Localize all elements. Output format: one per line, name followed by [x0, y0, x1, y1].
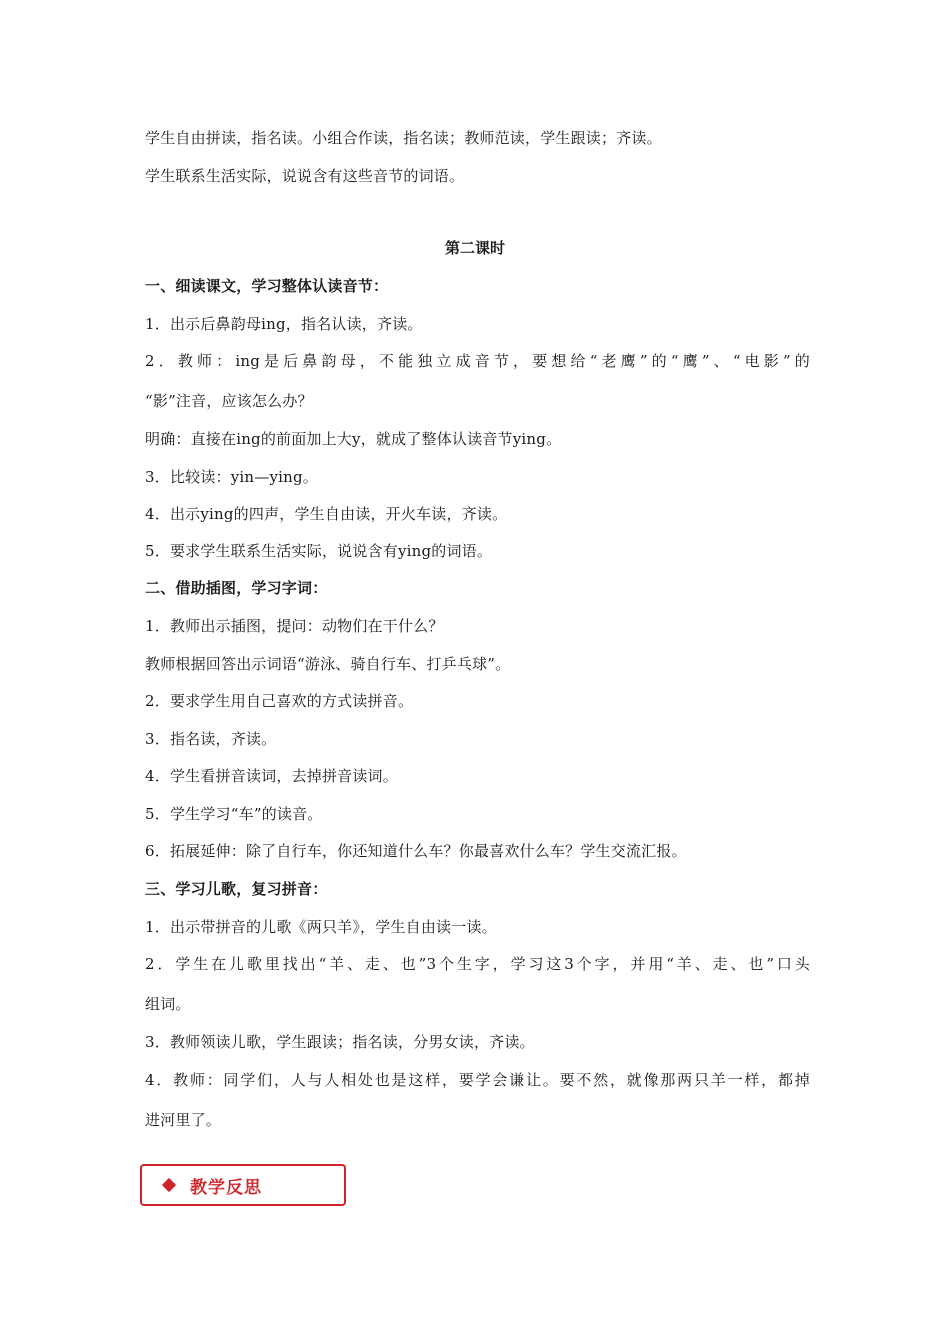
list-item: 4．出示ying的四声，学生自由读，开火车读，齐读。	[145, 505, 508, 523]
paragraph-line: 学生自由拼读，指名读。小组合作读，指名读；教师范读，学生跟读；齐读。	[145, 129, 662, 147]
paragraph-line: 明确：直接在ing的前面加上大y，就成了整体认读音节ying。	[145, 430, 562, 448]
list-item: 3．教师领读儿歌，学生跟读；指名读，分男女读，齐读。	[145, 1033, 535, 1051]
list-item: 3．比较读：yin—ying。	[145, 468, 319, 486]
list-item: 2．要求学生用自己喜欢的方式读拼音。	[145, 692, 414, 710]
part1-heading: 一、细读课文，学习整体认读音节：	[145, 277, 389, 295]
part3-heading: 三、学习儿歌，复习拼音：	[145, 880, 328, 898]
diamond-icon	[162, 1178, 176, 1192]
list-item-continuation: 进河里了。	[145, 1111, 222, 1129]
paragraph-line: 教师根据回答出示词语“游泳、骑自行车、打乒乓球”。	[145, 655, 511, 673]
list-item: 4．教师：同学们，人与人相处也是这样，要学会谦让。要不然，就像那两只羊一样，都掉	[145, 1071, 810, 1089]
list-item: 1．出示后鼻韵母ing，指名认读，齐读。	[145, 315, 423, 333]
list-item-continuation: 组词。	[145, 995, 191, 1013]
part2-heading: 二、借助插图，学习字词：	[145, 579, 328, 597]
list-item: 3．指名读，齐读。	[145, 730, 277, 748]
list-item: 1．教师出示插图，提问：动物们在干什么？	[145, 617, 444, 635]
list-item: 4．学生看拼音读词，去掉拼音读词。	[145, 767, 398, 785]
list-item: 2．学生在儿歌里找出“羊、走、也”3个生字，学习这3个字，并用“羊、走、也”口头	[145, 955, 810, 973]
list-item: 2．教师：ing是后鼻韵母，不能独立成音节，要想给“老鹰”的“鹰”、“电影”的	[145, 352, 810, 370]
list-item-continuation: “影”注音，应该怎么办？	[145, 392, 313, 410]
paragraph-line: 学生联系生活实际，说说含有这些音节的词语。	[145, 167, 465, 185]
list-item: 5．学生学习“车”的读音。	[145, 805, 323, 823]
section-title: 第二课时	[444, 239, 505, 257]
teaching-reflection-box	[140, 1164, 346, 1206]
list-item: 5．要求学生联系生活实际，说说含有ying的词语。	[145, 542, 493, 560]
list-item: 6．拓展延伸：除了自行车，你还知道什么车？你最喜欢什么车？学生交流汇报。	[145, 842, 687, 860]
list-item: 1．出示带拼音的儿歌《两只羊》，学生自由读一读。	[145, 918, 497, 936]
teaching-reflection-label: 教学反思	[190, 1177, 262, 1198]
